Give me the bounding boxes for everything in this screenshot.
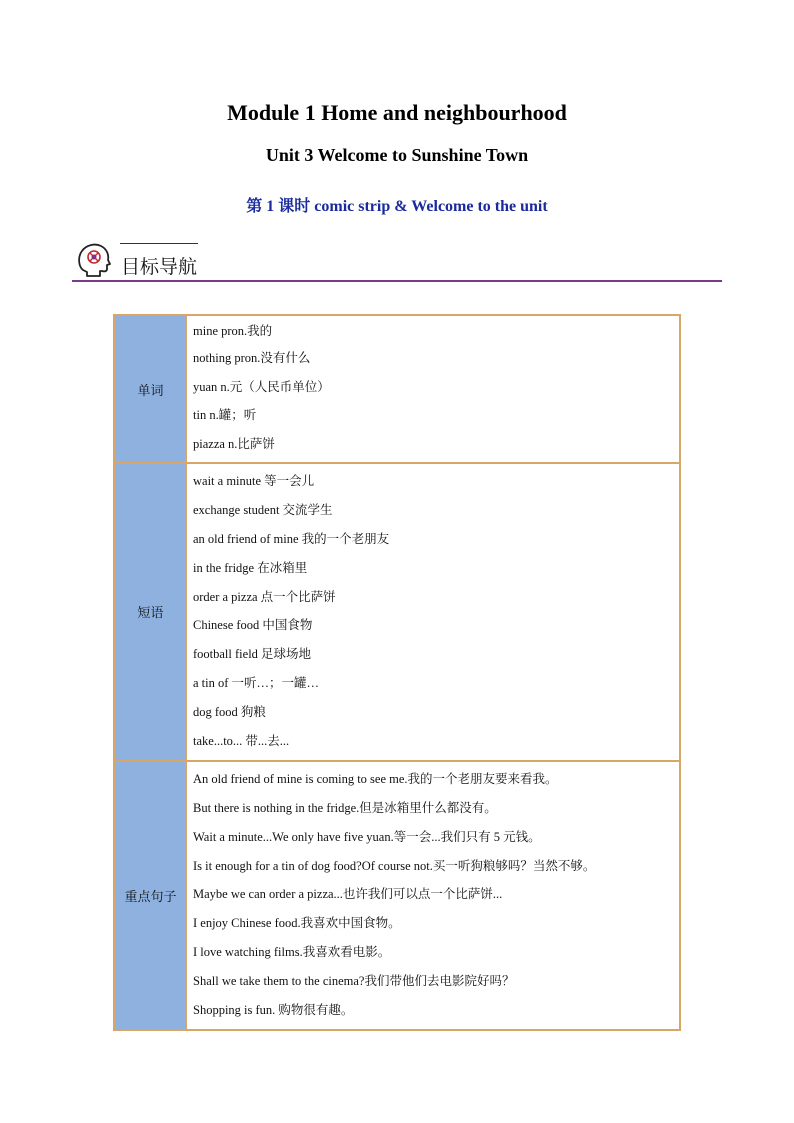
list-item: tin n.罐；听: [193, 408, 257, 422]
section-title: 目标导航: [121, 256, 198, 278]
vocabulary-table: [113, 314, 681, 1031]
list-item: Chinese food 中国食物: [193, 618, 313, 633]
table-row-sentences: [114, 761, 680, 1030]
brain-head-icon: [75, 240, 113, 278]
list-item: I enjoy Chinese food.我喜欢中国食物。: [193, 916, 401, 931]
list-item: football field 足球场地: [193, 647, 312, 662]
list-item: Is it enough for a tin of dog food?Of course not.买一听狗粮够吗？当然不够。: [193, 858, 596, 873]
list-item: dog food 狗粮: [193, 705, 266, 720]
list-item: in the fridge 在冰箱里: [193, 560, 308, 575]
list-item: mine pron.我的: [193, 324, 273, 338]
category-label: 短语: [114, 463, 187, 761]
list-item: I love watching films.我喜欢看电影。: [193, 945, 391, 960]
list-item: An old friend of mine is coming to see me.我的一个老朋友要来看我。: [193, 771, 558, 786]
category-label: 重点句子: [114, 761, 187, 1030]
list-item: piazza n.比萨饼: [193, 436, 275, 451]
list-item: Wait a minute...We only have five yuan.等一会...我们只有 5 元钱。: [193, 829, 541, 844]
list-item: exchange student 交流学生: [193, 502, 333, 517]
sentence-list: [187, 761, 681, 1030]
section-divider: [72, 280, 722, 282]
category-label: 单词: [114, 315, 187, 463]
list-item: nothing pron.没有什么: [193, 351, 311, 365]
list-item: Maybe we can order a pizza...也许我们可以点一个比萨饼...: [193, 887, 503, 902]
list-item: But there is nothing in the fridge.但是冰箱里什么都没有。: [193, 800, 497, 815]
list-item: order a pizza 点一个比萨饼: [193, 589, 336, 604]
section-title-overline: [120, 243, 198, 244]
list-item: yuan n.元（人民币单位）: [193, 379, 330, 394]
lesson-title: 第 1 课时 comic strip & Welcome to the unit: [246, 198, 548, 215]
word-list: [187, 315, 681, 463]
list-item: Shall we take them to the cinema?我们带他们去电影院好吗？: [193, 974, 515, 989]
table-row-phrases: [114, 463, 680, 761]
module-title: Module 1 Home and neighbourhood: [227, 100, 567, 125]
list-item: a tin of 一听…；一罐…: [193, 676, 320, 691]
list-item: wait a minute 等一会儿: [193, 474, 315, 488]
list-item: Shopping is fun. 购物很有趣。: [193, 1003, 354, 1018]
table-row-words: [114, 315, 680, 463]
unit-title: Unit 3 Welcome to Sunshine Town: [265, 145, 529, 165]
phrase-list: [187, 463, 681, 761]
list-item: an old friend of mine 我的一个老朋友: [193, 531, 390, 546]
list-item: take...to... 带...去...: [193, 734, 290, 749]
